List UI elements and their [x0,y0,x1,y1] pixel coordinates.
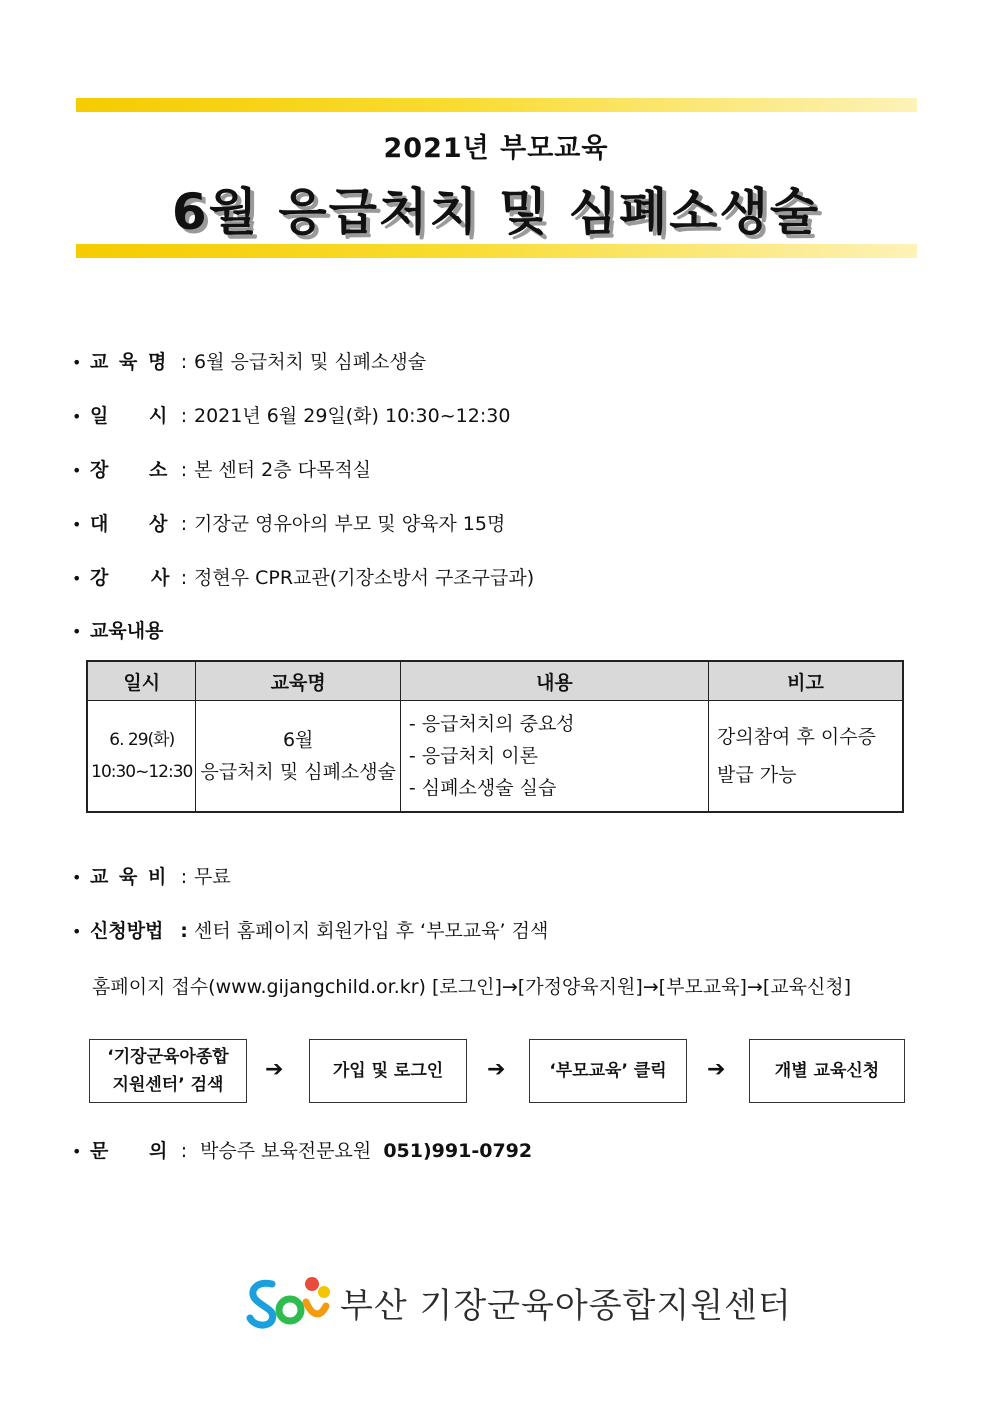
info-datetime: • 일 시 : 2021년 6월 29일(화) 10:30~12:30 [72,402,510,430]
date-line: 6. 29(화) [109,730,175,750]
contact-person: 박승주 보육전문요원 [200,1140,372,1162]
bullet-icon: • [72,353,82,372]
bullet-icon: • [72,461,82,480]
bullet-icon: • [72,515,82,534]
right-arrow-icon: ➔ [487,1057,506,1082]
right-arrow-icon: ➔ [265,1057,284,1082]
header-content: 내용 [400,661,708,701]
cell-content [400,701,708,813]
course-name-label: 교 육 명 [90,351,169,373]
cell-course-name [196,701,400,813]
page-subtitle: 2021년 부모교육 [383,133,609,164]
info-target: • 대 상 : 기장군 영유아의 부모 및 양육자 15명 [72,510,505,538]
right-arrow-icon: ➔ [707,1057,726,1082]
info-course-name: • 교 육 명 : 6월 응급처치 및 심폐소생술 [72,348,426,376]
flow-step1-line1: ‘기장군육아종합 [107,1047,229,1067]
course-name-line1: 6월 [282,729,314,751]
page-title: 6월 응급처치 및 심폐소생술 [171,183,821,241]
center-logo-icon [246,1272,334,1332]
bullet-icon: • [72,407,82,426]
fee-value: 무료 [194,866,231,888]
flow-step1-line2: 지원센터’ 검색 [112,1075,224,1095]
place-value: 본 센터 2층 다목적실 [194,459,372,481]
homepage-application-path: 홈페이지 접수(www.gijangchild.or.kr) [로그인]→[가정양육지원]→[부모교육]→[교육신청] [92,976,852,998]
course-name-line2: 응급처치 및 심폐소생술 [200,761,396,783]
content-item: - 심폐소생술 실습 [408,777,557,799]
content-item: - 응급처치의 중요성 [408,713,575,735]
contact-phone: 051)991-0792 [383,1140,533,1162]
target-value: 기장군 영유아의 부모 및 양육자 15명 [194,513,506,535]
footer [246,1272,792,1332]
cell-note [709,701,904,813]
info-instructor: • 강 사 : 정현우 CPR교관(기장소방서 구조구급과) [72,564,534,592]
header-date: 일시 [87,661,196,701]
flow-step-signup-login: 가입 및 로그인 [309,1039,467,1103]
place-label: 장 소 [90,459,170,481]
note-line2: 발급 가능 [717,764,797,786]
info-fee: • 교 육 비 : 무료 [72,863,231,891]
flow-step-click-parent-education: ‘부모교육’ 클릭 [529,1039,687,1103]
note-line1: 강의참여 후 이수증 [717,726,876,748]
bullet-icon: • [72,868,82,887]
apply-label: 신청방법 [90,920,164,942]
apply-value: 센터 홈페이지 회원가입 후 ‘부모교육’ 검색 [194,920,549,942]
course-name-value: 6월 응급처치 및 심폐소생술 [194,351,427,373]
info-content-heading [72,617,163,645]
header-course-name: 교육명 [196,661,400,701]
content-item: - 응급처치 이론 [408,745,538,767]
info-apply: • 신청방법 : 센터 홈페이지 회원가입 후 ‘부모교육’ 검색 [72,917,548,945]
content-heading: 교육내용 [90,620,164,642]
datetime-value: 2021년 6월 29일(화) 10:30~12:30 [194,405,511,427]
center-name: 부산 기장군육아종합지원센터 [340,1285,792,1326]
header-note: 비고 [709,661,904,701]
contact-label: 문 의 [90,1140,170,1162]
bullet-icon: • [72,622,82,641]
info-place: • 장 소 : 본 센터 2층 다목적실 [72,456,371,484]
fee-label: 교 육 비 [90,866,169,888]
flow-step-search-center [89,1039,247,1103]
cell-date [87,701,196,813]
target-label: 대 상 [90,513,170,535]
datetime-label: 일 시 [90,405,170,427]
flow-step-individual-application: 개별 교육신청 [749,1039,905,1103]
top-decorative-bar [76,98,917,112]
time-line: 10:30~12:30 [91,762,193,782]
info-contact: • 문 의 : 박승주 보육전문요원 051)991-0792 [72,1137,532,1165]
instructor-label: 강 사 [90,567,172,589]
table-row [87,701,903,813]
table-header-row [87,661,903,701]
instructor-value: 정현우 CPR교관(기장소방서 구조구급과) [194,567,535,589]
bullet-icon: • [72,569,82,588]
bullet-icon: • [72,1142,82,1161]
bottom-decorative-bar [76,244,917,258]
bullet-icon: • [72,922,82,941]
education-table [86,660,904,813]
